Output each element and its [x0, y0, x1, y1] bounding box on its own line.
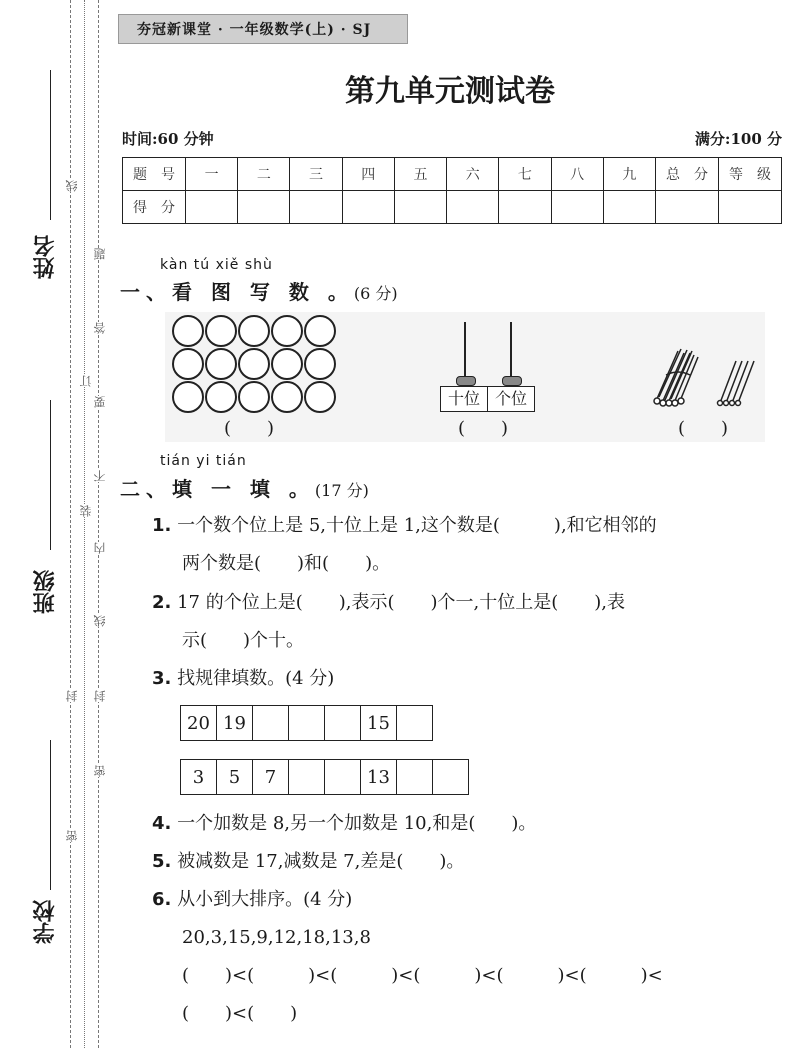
question-2: [152, 584, 625, 622]
sequence-cell: 20: [181, 706, 217, 741]
question-number: 4.: [152, 813, 172, 834]
circle-shape: [238, 315, 270, 347]
seal-char: 内: [93, 542, 107, 554]
school-write-line: [50, 740, 51, 890]
abacus-rod: [510, 322, 512, 382]
score-cell[interactable]: [447, 191, 499, 224]
question-number: 3.: [152, 668, 172, 689]
section2-title: 二、填 一 填 。: [120, 477, 315, 501]
abacus-ones-label: 个位: [487, 386, 535, 412]
seal-char: 密: [93, 765, 107, 777]
question-1: [152, 507, 657, 545]
question-text: 被减数是 17,减数是 7,差是( )。: [177, 851, 465, 872]
sequence-blank[interactable]: [289, 706, 325, 741]
sequence-cell: 13: [361, 760, 397, 795]
section2-pinyin: tián yi tián: [160, 453, 247, 469]
seal-char: 要: [93, 396, 107, 408]
score-header-cell: 一: [186, 158, 238, 191]
series-tag: 夯冠新课堂 · 一年级数学(上) · SJ: [118, 14, 408, 44]
circle-shape: [205, 315, 237, 347]
circle-shape: [172, 348, 204, 380]
score-table: [122, 157, 782, 224]
circle-shape: [238, 348, 270, 380]
circle-shape: [271, 381, 303, 413]
score-cell[interactable]: [656, 191, 719, 224]
score-header-cell: 总 分: [656, 158, 719, 191]
question-number: 5.: [152, 851, 172, 872]
score-cell[interactable]: [290, 191, 342, 224]
seal-char: 答: [93, 322, 107, 334]
sequence-blank[interactable]: [325, 706, 361, 741]
sticks-illustration: [648, 345, 768, 410]
score-cell[interactable]: [719, 191, 782, 224]
score-header-cell: 六: [447, 158, 499, 191]
circle-shape: [304, 348, 336, 380]
answer-blank[interactable]: ( ): [458, 418, 509, 439]
circle-shape: [271, 348, 303, 380]
question-6-answer-line-2[interactable]: ( )<( ): [182, 1003, 298, 1024]
sequence-blank[interactable]: [397, 706, 433, 741]
abacus-bead: [456, 376, 476, 386]
section1-title: 一、看 图 写 数 。: [120, 280, 354, 304]
score-cell[interactable]: [342, 191, 394, 224]
circle-shape: [205, 381, 237, 413]
question-number: 6.: [152, 889, 172, 910]
question-5: [152, 843, 464, 881]
seal-char: 不: [93, 470, 107, 482]
sequence-cell: 7: [253, 760, 289, 795]
question-2-cont: 示( )个十。: [182, 630, 305, 651]
sequence-table-2: [180, 759, 469, 795]
full-score: 满分:100 分: [694, 130, 782, 148]
sequence-cell: 19: [217, 706, 253, 741]
abacus-tens-label: 十位: [440, 386, 488, 412]
abacus-bead: [502, 376, 522, 386]
name-label: 姓名: [33, 235, 58, 279]
score-header-cell: 三: [290, 158, 342, 191]
question-1-cont: 两个数是( )和( )。: [182, 553, 391, 574]
question-4: [152, 805, 536, 843]
answer-blank[interactable]: ( ): [678, 418, 729, 439]
score-cell[interactable]: [551, 191, 603, 224]
circle-shape: [238, 381, 270, 413]
circle-shape: [304, 315, 336, 347]
score-table-score-row: [123, 191, 782, 224]
question-text: 找规律填数。(4 分): [177, 668, 335, 689]
circle-shape: [271, 315, 303, 347]
score-table-header-row: [123, 158, 782, 191]
score-cell[interactable]: [603, 191, 655, 224]
page-title: 第九单元测试卷: [345, 74, 555, 109]
section1-pinyin: kàn tú xiě shù: [160, 257, 273, 273]
score-cell[interactable]: [499, 191, 551, 224]
question-6-numbers: 20,3,15,9,12,18,13,8: [182, 927, 371, 948]
answer-blank[interactable]: ( ): [224, 418, 275, 439]
score-cell[interactable]: [186, 191, 238, 224]
seal-char: 封: [93, 690, 107, 702]
seal-line-inner: [98, 0, 99, 1048]
class-label: 班级: [33, 570, 58, 614]
seal-char: 封: [65, 690, 79, 702]
score-header-cell: 五: [394, 158, 446, 191]
school-label: 学校: [33, 900, 58, 944]
sequence-cell: 5: [217, 760, 253, 795]
question-6: [152, 881, 352, 919]
section1-points: (6 分): [353, 284, 398, 303]
sequence-table-1: [180, 705, 433, 741]
question-3: [152, 660, 334, 698]
sequence-blank[interactable]: [325, 760, 361, 795]
sequence-blank[interactable]: [253, 706, 289, 741]
score-header-cell: 题 号: [123, 158, 186, 191]
question-text: 17 的个位上是( ),表示( )个一,十位上是( ),表: [177, 592, 626, 613]
seal-char: 订: [79, 375, 93, 387]
seal-line-outer: [70, 0, 71, 1048]
seal-line-mid: [84, 0, 85, 1048]
score-header-cell: 等 级: [719, 158, 782, 191]
question-number: 1.: [152, 515, 172, 536]
sequence-cell: 15: [361, 706, 397, 741]
sequence-blank[interactable]: [433, 760, 469, 795]
exam-time: 时间:60 分钟: [122, 130, 214, 148]
section1-heading: [120, 276, 398, 305]
score-cell[interactable]: [238, 191, 290, 224]
circle-shape: [304, 381, 336, 413]
loose-sticks: [718, 361, 755, 406]
score-header-cell: 八: [551, 158, 603, 191]
seal-char: 线: [65, 180, 79, 192]
question-text: 一个数个位上是 5,十位上是 1,这个数是( ),和它相邻的: [177, 515, 657, 536]
score-header-cell: 九: [603, 158, 655, 191]
seal-char: 题: [93, 248, 107, 260]
stick-bundle: [654, 349, 698, 406]
score-header-cell: 二: [238, 158, 290, 191]
score-cell[interactable]: [394, 191, 446, 224]
sequence-blank[interactable]: [289, 760, 325, 795]
question-text: 一个加数是 8,另一个加数是 10,和是( )。: [177, 813, 537, 834]
score-header-cell: 四: [342, 158, 394, 191]
question-number: 2.: [152, 592, 172, 613]
sequence-blank[interactable]: [397, 760, 433, 795]
score-row-label: 得 分: [123, 191, 186, 224]
seal-char: 线: [93, 615, 107, 627]
section2-heading: [120, 473, 369, 502]
sequence-cell: 3: [181, 760, 217, 795]
seal-char: 装: [79, 505, 93, 517]
circle-shape: [205, 348, 237, 380]
class-write-line: [50, 400, 51, 550]
score-header-cell: 七: [499, 158, 551, 191]
question-6-answer-line-1[interactable]: ( )<( )<( )<( )<( )<( )<: [182, 965, 663, 986]
abacus-rod: [464, 322, 466, 382]
question-text: 从小到大排序。(4 分): [177, 889, 353, 910]
circle-shape: [172, 315, 204, 347]
seal-char: 密: [65, 830, 79, 842]
section2-points: (17 分): [314, 481, 369, 500]
circle-shape: [172, 381, 204, 413]
